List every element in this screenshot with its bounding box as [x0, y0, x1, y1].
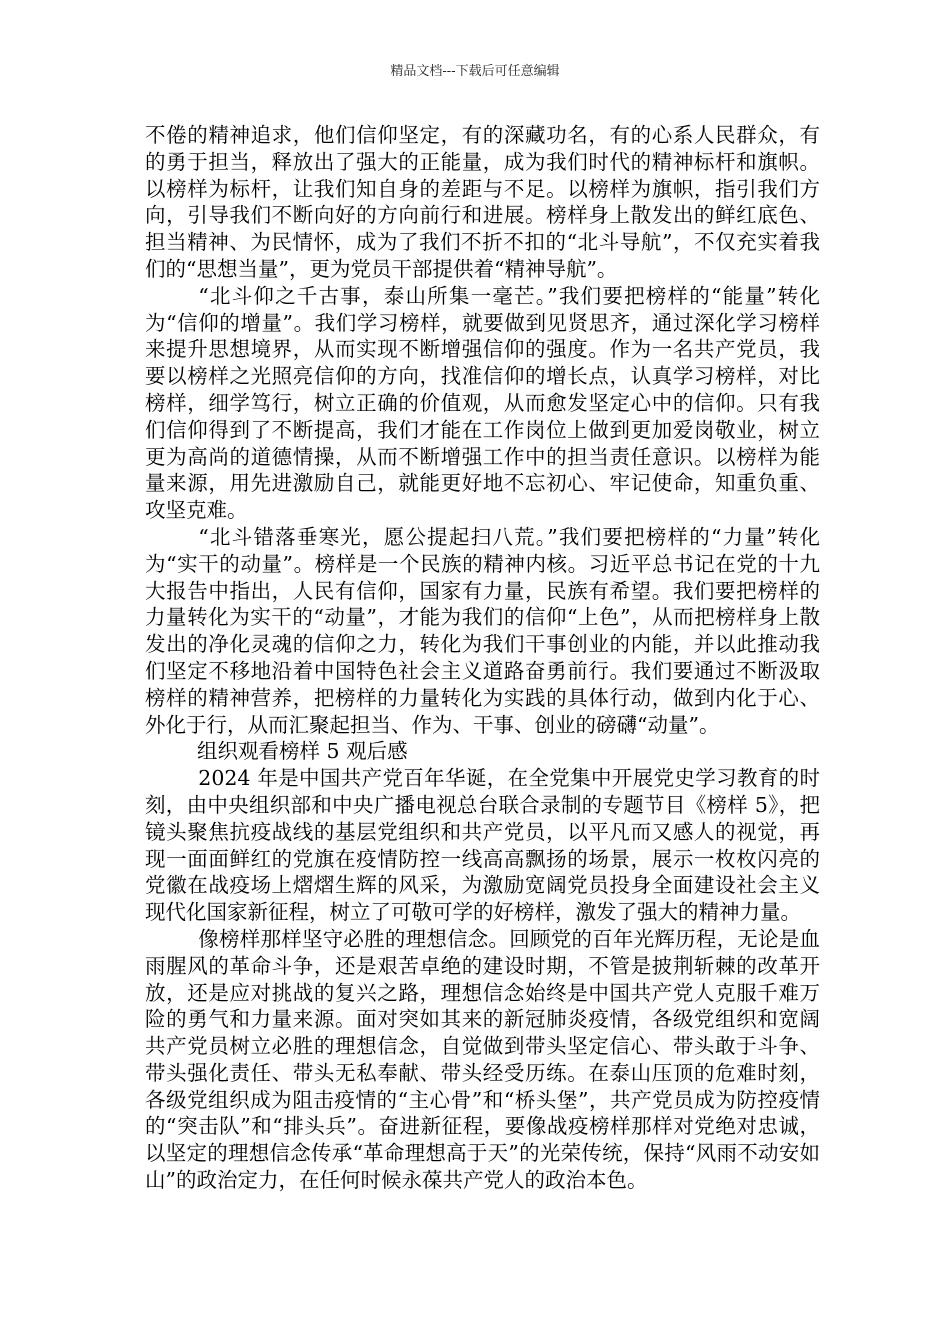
- paragraph-beidou-strength: “北斗错落垂寒光，愿公提起扫八荒。”我们要把榜样的“力量”转化为“实干的动量”。榜样是一个民族的精神内核。习近平总书记在党的十九大报告中指出，人民有信仰，国家有力量，民族有希望。我们要把榜样的力量转化为实干的“动量”，才能为我们的信仰“上色”，从而把榜样身上散发出的净化灵魂的信仰之力，转化为我们干事创业的内能，并以此推动我们坚定不移地沿着中国特色社会主义道路奋勇前行。我们要通过不断汲取榜样的精神营养，把榜样的力量转化为实践的具体行动，做到内化于心、外化于行，从而汇聚起担当、作为、干事、创业的磅礴“动量”。: [145, 524, 820, 737]
- section-title: 组织观看榜样 5 观后感: [197, 739, 408, 764]
- paragraph-2024-intro: 2024 年是中国共产党百年华诞，在全党集中开展党史学习教育的时刻，由中央组织部和中央广播电视总台联合录制的专题节目《榜样 5》，把镜头聚焦抗疫战线的基层党组织和共产党员，以平凡而又感人的视觉，再现一面面鲜红的党旗在疫情防控一线高高飘扬的场景，展示一枚枚闪亮的党徽在战疫场上熠熠生辉的风采，为激励宽阔党员投身全面建设社会主义现代化国家新征程，树立了可敬可学的好榜样，激发了强大的精神力量。: [145, 766, 820, 925]
- paragraph-beidou-energy: “北斗仰之千古事，泰山所集一毫芒。”我们要把榜样的“能量”转化为“信仰的增量”。我们学习榜样，就要做到见贤思齐，通过深化学习榜样来提升思想境界，从而实现不断增强信仰的强度。作为一名共产党员，我要以榜样之光照亮信仰的方向，找准信仰的增长点，认真学习榜样，对比榜样，细学笃行，树立正确的价值观，从而愈发坚定心中的信仰。只有我们信仰得到了不断提高，我们才能在工作岗位上做到更加爱岗敬业，树立更为高尚的道德情操，从而不断增强工作中的担当责任意识。以榜样为能量来源，用先进激励自己，就能更好地不忘初心、牢记使命，知重负重、攻坚克难。: [145, 283, 820, 523]
- paragraph-continued: 不倦的精神追求，他们信仰坚定，有的深藏功名，有的心系人民群众，有的勇于担当，释放出了强大的正能量，成为我们时代的精神标杆和旗帜。以榜样为标杆，让我们知自身的差距与不足。以榜样为旗帜，指引我们方向，引导我们不断向好的方向前行和进展。榜样身上散发出的鲜红底色、担当精神、为民情怀，成为了我们不折不扣的“北斗导航”，不仅充实着我们的“思想当量”，更为党员干部提供着“精神导航”。: [145, 123, 820, 281]
- document-body: [145, 122, 820, 1194]
- page-header: 精品文档---下载后可任意编辑: [390, 64, 560, 79]
- paragraph-ideals-belief: 像榜样那样坚守必胜的理想信念。回顾党的百年光辉历程，无论是血雨腥风的革命斗争，还是艰苦卓绝的建设时期，不管是披荆斩棘的改革开放，还是应对挑战的复兴之路，理想信念始终是中国共产党人克服千难万险的勇气和力量来源。面对突如其来的新冠肺炎疫情，各级党组织和宽阔共产党员树立必胜的理想信念，自觉做到带头坚定信心、带头敢于斗争、带头强化责任、带头无私奉献、带头经受历练。在泰山压顶的危难时刻，各级党组织成为阻击疫情的“主心骨”和“桥头堡”，共产党员成为防控疫情的“突击队”和“排头兵”。奋进新征程，要像战疫榜样那样对党绝对忠诚，以坚定的理想信念传承“革命理想高于天”的光荣传统，保持“风雨不动安如山”的政治定力，在任何时候永葆共产党人的政治本色。: [145, 926, 820, 1193]
